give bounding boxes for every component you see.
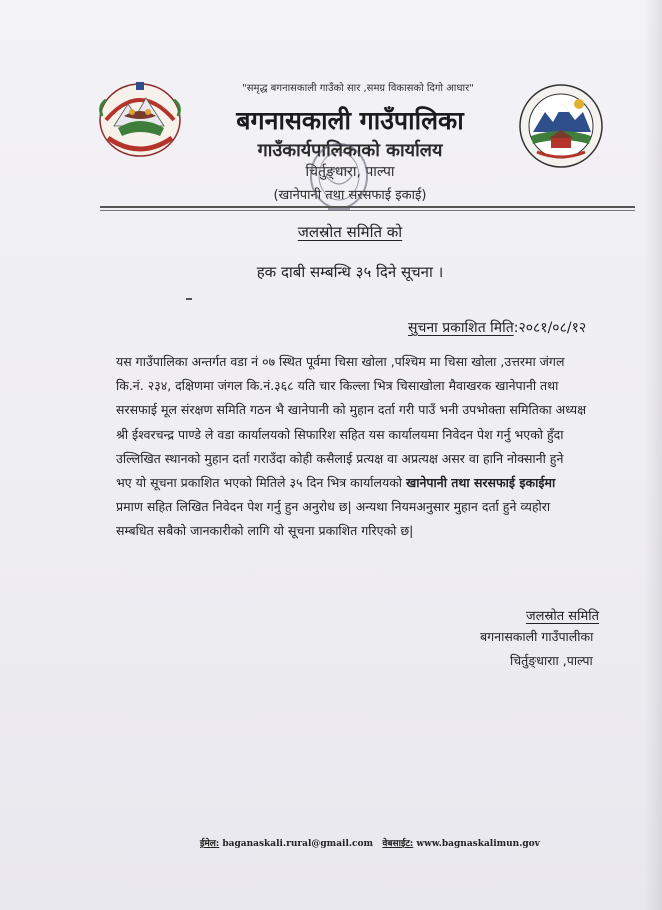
body-line: श्री ईश्वरचन्द्र पाण्डे ले वडा कार्यालयको सिफारिश सहित यस कार्यालयमा निवेदन पेश गर्नु भएको हुँदा: [116, 426, 564, 442]
body-line-6-bold: खानेपानी तथा सरसफाई इकाईमा: [406, 475, 556, 491]
notice-title: हक दाबी सम्बन्धि ३५ दिने सूचना ।: [256, 263, 444, 281]
website-link[interactable]: www.bagnaskalimun.gov: [413, 839, 540, 849]
email-link[interactable]: baganaskali.rural@gmail.com: [219, 839, 373, 849]
footer-contact: [200, 836, 540, 849]
office-location: चिर्तुङ्धारा, पाल्पा: [305, 164, 395, 180]
notice-body: [116, 350, 626, 544]
body-line: [116, 471, 626, 495]
office-stamp-icon: [306, 140, 372, 216]
body-line: प्रमाण सहित लिखित निवेदन पेश गर्नु हुन अनुरोध छ| अन्यथा नियमअनुसार मुहान दर्ता हुने व्यहोरा: [116, 499, 551, 515]
signature-place: चिर्तुङ्धाराा ,पाल्पा: [510, 653, 593, 668]
signature-org: बगनासकाली गाउँपालीका: [480, 629, 594, 644]
municipality-logo-icon: [517, 82, 605, 170]
body-line-6-text: भए यो सूचना प्रकाशित भएको मितिले ३५ दिन भित्र कार्यालयको: [116, 475, 407, 491]
publication-date: [408, 318, 586, 337]
body-line: यस गाउँपालिका अन्तर्गत वडा नं ०७ स्थित पूर्वमा चिसा खोला ,पश्चिम मा चिसा खोला ,उत्तरमा जंगल: [116, 354, 565, 369]
page-edge-shadow: [644, 0, 662, 910]
motto-text: "समृद्ध बगनासकाली गाउँको सार ,समग्र विकासको दिगो आधार": [242, 83, 474, 94]
office-name: गाउँकार्यपालिकाको कार्यालय: [257, 140, 443, 161]
body-line: सम्बधित सबैको जानकारीको लागि यो सूचना प्रकाशित गरिएको छ|: [116, 523, 414, 539]
website-label: वेबसाईट:: [382, 839, 414, 849]
stray-mark: [186, 298, 192, 300]
body-line: उल्लिखित स्थानको मुहान दर्ता गराउँदा कोही कसैलाई प्रत्यक्ष वा अप्रत्यक्ष असर वा हानि नोक्सानी हुने: [116, 450, 564, 466]
unit-name: (खानेपानी तथा सरसफाई इकाई): [273, 188, 427, 203]
committee-heading: जलस्रोत समिति को: [297, 223, 403, 241]
org-name: बगनासकाली गाउँपालिका: [236, 106, 464, 135]
publication-date-label: सुचना प्रकाशित मिति: [408, 320, 514, 336]
signature-title: जलस्रोत समिति: [526, 609, 599, 624]
body-line: सरसफाई मूल संरक्षण समिति गठन भै खानेपानी को मुहान दर्ता गरी पाउँ भनी उपभोक्ता समितिका अध्यक्ष: [116, 402, 587, 418]
header-rule-thin: [100, 210, 635, 211]
nepal-emblem-icon: [94, 76, 186, 160]
publication-date-value: :२०८१/०८/१२: [513, 320, 587, 336]
header-rule: [100, 206, 635, 208]
email-label: ईमेल:: [200, 839, 220, 849]
body-line: कि.नं. २३४, दक्षिणमा जंगल कि.नं.३६८ यति चार किल्ला भित्र चिसाखोला मैवाखरक खानेपानी तथा: [116, 378, 559, 394]
